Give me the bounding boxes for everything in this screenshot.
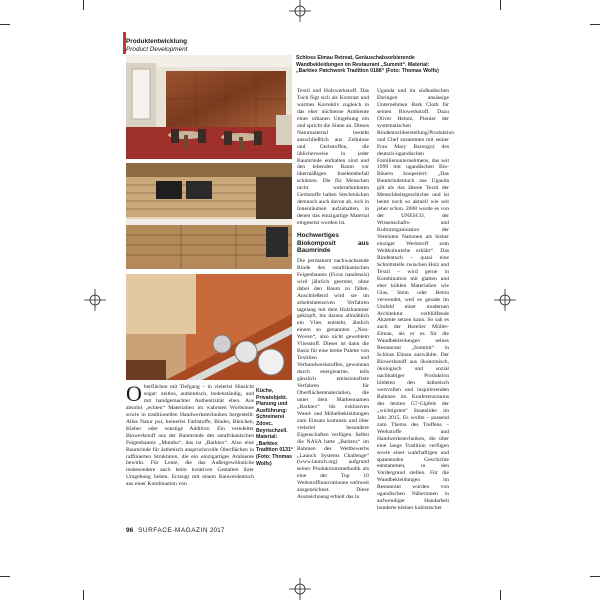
- caption-kitchen: Küche, Privatobjekt. Planung und Ausführung: Schreinerei Zdovc, Beyrischzell. Material: „Barktex Tradition 0131“ (Foto: Thomas Wolfs): [256, 388, 294, 467]
- body-paragraph: Textil und Holzwerkstoff. Das Tuch fügt sich als Kontrast und warmes Korrektiv zugleich in das eher nüchterne Ambiente einer urbanen Umgebung ein und spricht die Sinne an. Dieses Naturmaterial besteht ausschließlich aus Zellulose und Gerbstoffen, die üblicherweise in jeder Baumrinde enthalten sind und den lebenden Baum vor übermäßigen Insektenbefall schützen. Die für Menschen nicht wahrnehmbaren Gerbstoffe halten Stechmücken demnach auch davon ab, sich in Innenräumen aufzuhalten, in denen das einzigartige Material eingesetzt worden ist.: [297, 88, 369, 227]
- body-column-middle: [297, 88, 369, 501]
- body-column-right: [377, 88, 455, 512]
- section-subtitle: Product Development: [126, 46, 188, 53]
- page-footer: [126, 527, 224, 534]
- body-paragraph: Uganda und im südbadischen Ebringen ansässige Unternehmen Bark Cloth für seinen Biowerkstoff. Dazu Oliver Heintz, Pionier der systematischen Rindentuchherstellung/Produktion und Chef zusammen mit seiner Frau Mary Barongo) des deutsch-ugandischen Familienunternehmens, das seit 1999 mit ugandischen Bio-Bäuern kooperiert: „Das Baumrindentuch aus Uganda gilt als das älteste Textil der Menschheitsgeschichte und ist heute noch so aktuell wie seit jeher schon. 2008 wurde es von der UNESCO, der Wissenschafts- und Kulturorganisation der Vereinten Nationen als bisher einziger Werkstoff zum Weltkulturerbe erklärt“. Das Rindentuch – quasi eine Schnittstelle zwischen Holz und Textil – wird gerne in Kombination mit glatten und eher kühlen Materialien wie Glas, Stein oder Beton verwendet, weil es gerade im Umfeld einer modernen Architektur verblüffende Akzente setzen kann. So sah es auch der Hotelier Müller-Elmau, als er es für die Wandbekleidungen seines Restaurant „Summit“ in Schloss Elmau auswählte. Der Biowerkstoff aus ökonomisch, ökologisch und sozial nachhaltiger Produktion bildeten den ästhetisch wertvollen und inspirierenden Rahmen im Konferenzraums des letzten G7-Gipfels der „wichtigsten“ Staatslider im Jahr 2015. Es wollte – passend zum Thema des Treffens – Werkstoffe und Handwerkstechniken, die über eine lange Tradition verfügen sowie einer wahrhaftigen und spannenden Geschichte entstammen, in den Vordergrund stellen. Für die Wandbekleidungen im Restaurant wurden von ugandischen Näherinnen in aufwendiger Handarbeit hunderte kleiner kubistischer: [377, 88, 455, 512]
- drop-cap: O: [126, 381, 142, 406]
- registration-mark-icon: [289, 578, 311, 600]
- registration-mark-icon: [84, 289, 106, 311]
- crop-mark: [590, 24, 600, 25]
- crop-mark: [0, 24, 10, 25]
- accent-bar: [123, 32, 126, 54]
- caption-restaurant: Schloss Elmau Retreat, Geräuschabsorbierende Wandbekleidungen im Restaurant „Summit“. Material: „Barktex Patchwork Tradition 0188“ (Foto: Thomas Wolfs): [296, 55, 439, 75]
- crop-mark: [0, 576, 10, 577]
- cooktop-photo: [126, 274, 292, 380]
- body-paragraph: [126, 381, 254, 488]
- section-header: [126, 38, 286, 54]
- registration-mark-icon: [494, 289, 516, 311]
- magazine-name: SURFACE-MAGAZIN: [138, 527, 209, 534]
- crop-mark: [590, 576, 600, 577]
- crop-mark: [500, 0, 501, 10]
- issue-year: 2017: [209, 527, 225, 534]
- subheading: Hochwertiges Biokomposit aus Baumrinde: [297, 232, 369, 255]
- body-column-left: [126, 381, 254, 488]
- body-paragraph: Die permanent nachwachsende Rinde des ostafrikanischen Feigenbaums (Ficus natalensis) wird jährlich geerntet, ohne dabei den Baum zu fällen. Anschließend wird sie im arbeitsintensiven Verfahren tagelang mit dem Holzhammer geklopft, bis daraus allmählich ein Vlies entsteht, ähnlich einem so genannten „Non-Woven“, also nicht gewebtem Vliesstoff. Dieser ist dann die Basis für eine breite Palette von Textilien und Verbundwerkstoffen, gewonnen durch energiearme, teils gänzlich emissionsfreie Verfahren für Oberflächenmaterialien, die unter dem Markennamen „Barktex“ bis exklusiven Wand- und Möbelbekleidungen zum Einsatz kommen und über vielerlei besondere Eigenschaften verfügen. Selbst die NASA hatte „Barktex“ im Rahmen des Wettbewerbs „Launch Systems Challenge“ (www.launch.org) aufgrund seiner Produktionsmethodik als eine der Top 10 Werkstoffinnovationen weltweit ausgezeichnet. Diese Auszeichnung erhielt das in: [297, 257, 369, 501]
- body-text: berflächen mit Tiefgang – in vielerlei Hinsicht sogar: zeitlos, authentisch, bodenständig, und mit handgemachter Authentizität eben. Aus absolut „echten“ Materialien im wahrsten Worbsinne sowie in traditionellen Handwerkstechniken hergestellt. Alles Natur pur, keinerlei Farbstoffe, Binder, Bleichen, Kleber oder sonstige Additive. Ein veredelter Biowerkstoff aus der Baumrinde des ostafrikanischen Feigenbaums „Mutuba“, das ist „Barktex“. Also eine Baumrinde für ästhetisch anspruchsvolle Oberflächen in raffinierten Strukturen, die ein einzigartiges Ambiente bewirkt. Für Leute, die das Außergewöhnliche insbesondere auch beim kreativen Gestalten ihrer Umgebung lieben. Erzeugt mit einem Bauwerdentuch aus einer Kombination von: [126, 384, 254, 488]
- registration-mark-icon: [289, 0, 311, 22]
- page-number: 96: [126, 527, 134, 534]
- crop-mark: [83, 590, 84, 600]
- kitchen-photo: [126, 163, 292, 269]
- restaurant-photo: [126, 55, 292, 159]
- crop-mark: [83, 0, 84, 10]
- section-kicker: Produktentwicklung: [126, 38, 188, 45]
- crop-mark: [500, 590, 501, 600]
